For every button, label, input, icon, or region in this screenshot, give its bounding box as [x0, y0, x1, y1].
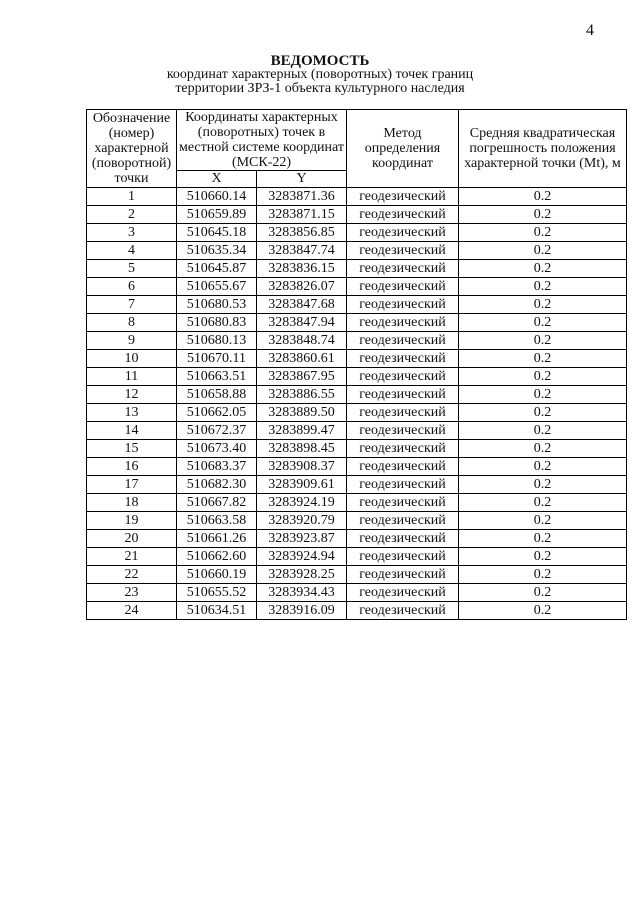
table-row: [87, 548, 627, 566]
table-row: [87, 296, 627, 314]
method-cell: геодезический: [347, 494, 459, 512]
error-cell: 0.2: [459, 602, 627, 620]
point-number-cell: 23: [87, 584, 177, 602]
y-coordinate-cell: 3283923.87: [257, 530, 347, 548]
y-coordinate-cell: 3283826.07: [257, 278, 347, 296]
table-row: [87, 368, 627, 386]
y-coordinate-cell: 3283916.09: [257, 602, 347, 620]
method-cell: геодезический: [347, 404, 459, 422]
error-cell: 0.2: [459, 260, 627, 278]
y-coordinate-cell: 3283836.15: [257, 260, 347, 278]
error-cell: 0.2: [459, 458, 627, 476]
point-number-cell: 22: [87, 566, 177, 584]
point-number-cell: 8: [87, 314, 177, 332]
table-row: [87, 422, 627, 440]
method-cell: геодезический: [347, 512, 459, 530]
point-number-cell: 15: [87, 440, 177, 458]
method-cell: геодезический: [347, 530, 459, 548]
x-coordinate-cell: 510655.67: [177, 278, 257, 296]
table-row: [87, 476, 627, 494]
point-number-cell: 19: [87, 512, 177, 530]
table-row: [87, 530, 627, 548]
point-number-cell: 14: [87, 422, 177, 440]
table-row: [87, 260, 627, 278]
method-cell: геодезический: [347, 206, 459, 224]
method-cell: геодезический: [347, 476, 459, 494]
point-number-cell: 11: [87, 368, 177, 386]
header-y: Y: [257, 171, 347, 188]
y-coordinate-cell: 3283908.37: [257, 458, 347, 476]
table-row: [87, 278, 627, 296]
table-row: [87, 566, 627, 584]
point-number-cell: 18: [87, 494, 177, 512]
x-coordinate-cell: 510663.58: [177, 512, 257, 530]
point-number-cell: 12: [87, 386, 177, 404]
point-number-cell: 2: [87, 206, 177, 224]
y-coordinate-cell: 3283867.95: [257, 368, 347, 386]
x-coordinate-cell: 510659.89: [177, 206, 257, 224]
table-body: [87, 188, 627, 620]
table-row: [87, 602, 627, 620]
x-coordinate-cell: 510667.82: [177, 494, 257, 512]
title-heading: ВЕДОМОСТЬ: [270, 53, 370, 69]
y-coordinate-cell: 3283909.61: [257, 476, 347, 494]
y-coordinate-cell: 3283928.25: [257, 566, 347, 584]
error-cell: 0.2: [459, 440, 627, 458]
coordinates-table: [86, 109, 627, 620]
table-row: [87, 242, 627, 260]
header-method: Метод определения координат: [347, 110, 459, 188]
point-number-cell: 20: [87, 530, 177, 548]
y-coordinate-cell: 3283899.47: [257, 422, 347, 440]
error-cell: 0.2: [459, 476, 627, 494]
x-coordinate-cell: 510682.30: [177, 476, 257, 494]
point-number-cell: 7: [87, 296, 177, 314]
x-coordinate-cell: 510634.51: [177, 602, 257, 620]
point-number-cell: 9: [87, 332, 177, 350]
y-coordinate-cell: 3283848.74: [257, 332, 347, 350]
y-coordinate-cell: 3283920.79: [257, 512, 347, 530]
method-cell: геодезический: [347, 296, 459, 314]
method-cell: геодезический: [347, 278, 459, 296]
error-cell: 0.2: [459, 548, 627, 566]
x-coordinate-cell: 510680.53: [177, 296, 257, 314]
x-coordinate-cell: 510661.26: [177, 530, 257, 548]
error-cell: 0.2: [459, 278, 627, 296]
table-row: [87, 584, 627, 602]
method-cell: геодезический: [347, 602, 459, 620]
title-subtitle-line-2: территории ЗРЗ-1 объекта культурного наследия: [175, 81, 465, 96]
method-cell: геодезический: [347, 440, 459, 458]
error-cell: 0.2: [459, 422, 627, 440]
error-cell: 0.2: [459, 296, 627, 314]
header-x: X: [177, 171, 257, 188]
point-number-cell: 21: [87, 548, 177, 566]
header-point-number: Обозначение (номер) характерной (поворотной) точки: [87, 110, 177, 188]
x-coordinate-cell: 510683.37: [177, 458, 257, 476]
table-header: [87, 110, 627, 188]
x-coordinate-cell: 510645.87: [177, 260, 257, 278]
method-cell: геодезический: [347, 458, 459, 476]
error-cell: 0.2: [459, 368, 627, 386]
table-row: [87, 458, 627, 476]
error-cell: 0.2: [459, 188, 627, 206]
x-coordinate-cell: 510663.51: [177, 368, 257, 386]
title-subtitle-line-1: координат характерных (поворотных) точек границ: [166, 67, 474, 82]
method-cell: геодезический: [347, 584, 459, 602]
method-cell: геодезический: [347, 224, 459, 242]
method-cell: геодезический: [347, 386, 459, 404]
error-cell: 0.2: [459, 350, 627, 368]
point-number-cell: 1: [87, 188, 177, 206]
method-cell: геодезический: [347, 566, 459, 584]
method-cell: геодезический: [347, 422, 459, 440]
y-coordinate-cell: 3283886.55: [257, 386, 347, 404]
error-cell: 0.2: [459, 566, 627, 584]
error-cell: 0.2: [459, 404, 627, 422]
table-row: [87, 332, 627, 350]
error-cell: 0.2: [459, 332, 627, 350]
x-coordinate-cell: 510655.52: [177, 584, 257, 602]
table-row: [87, 440, 627, 458]
table-row: [87, 386, 627, 404]
error-cell: 0.2: [459, 512, 627, 530]
point-number-cell: 4: [87, 242, 177, 260]
error-cell: 0.2: [459, 224, 627, 242]
y-coordinate-cell: 3283847.68: [257, 296, 347, 314]
header-error: Средняя квадратическая погрешность положения характерной точки (Mt), м: [459, 110, 627, 188]
x-coordinate-cell: 510635.34: [177, 242, 257, 260]
x-coordinate-cell: 510662.05: [177, 404, 257, 422]
x-coordinate-cell: 510670.11: [177, 350, 257, 368]
error-cell: 0.2: [459, 584, 627, 602]
method-cell: геодезический: [347, 260, 459, 278]
page-number: 4: [586, 22, 594, 39]
error-cell: 0.2: [459, 530, 627, 548]
x-coordinate-cell: 510680.13: [177, 332, 257, 350]
y-coordinate-cell: 3283860.61: [257, 350, 347, 368]
y-coordinate-cell: 3283871.15: [257, 206, 347, 224]
error-cell: 0.2: [459, 206, 627, 224]
point-number-cell: 3: [87, 224, 177, 242]
x-coordinate-cell: 510660.19: [177, 566, 257, 584]
point-number-cell: 10: [87, 350, 177, 368]
method-cell: геодезический: [347, 188, 459, 206]
error-cell: 0.2: [459, 242, 627, 260]
table-row: [87, 188, 627, 206]
table-row: [87, 404, 627, 422]
point-number-cell: 24: [87, 602, 177, 620]
method-cell: геодезический: [347, 242, 459, 260]
x-coordinate-cell: 510662.60: [177, 548, 257, 566]
error-cell: 0.2: [459, 314, 627, 332]
error-cell: 0.2: [459, 386, 627, 404]
method-cell: геодезический: [347, 548, 459, 566]
method-cell: геодезический: [347, 332, 459, 350]
y-coordinate-cell: 3283924.94: [257, 548, 347, 566]
x-coordinate-cell: 510660.14: [177, 188, 257, 206]
point-number-cell: 16: [87, 458, 177, 476]
y-coordinate-cell: 3283898.45: [257, 440, 347, 458]
y-coordinate-cell: 3283856.85: [257, 224, 347, 242]
table-row: [87, 512, 627, 530]
y-coordinate-cell: 3283847.94: [257, 314, 347, 332]
point-number-cell: 17: [87, 476, 177, 494]
table-row: [87, 350, 627, 368]
x-coordinate-cell: 510672.37: [177, 422, 257, 440]
y-coordinate-cell: 3283924.19: [257, 494, 347, 512]
table-row: [87, 494, 627, 512]
method-cell: геодезический: [347, 350, 459, 368]
document-title: [0, 54, 640, 96]
y-coordinate-cell: 3283847.74: [257, 242, 347, 260]
point-number-cell: 5: [87, 260, 177, 278]
point-number-cell: 6: [87, 278, 177, 296]
x-coordinate-cell: 510673.40: [177, 440, 257, 458]
y-coordinate-cell: 3283889.50: [257, 404, 347, 422]
y-coordinate-cell: 3283871.36: [257, 188, 347, 206]
table-row: [87, 224, 627, 242]
header-coordinates: Координаты характерных (поворотных) точек в местной системе координат (МСК-22): [177, 110, 347, 171]
table-row: [87, 206, 627, 224]
method-cell: геодезический: [347, 368, 459, 386]
table-row: [87, 314, 627, 332]
error-cell: 0.2: [459, 494, 627, 512]
y-coordinate-cell: 3283934.43: [257, 584, 347, 602]
x-coordinate-cell: 510658.88: [177, 386, 257, 404]
method-cell: геодезический: [347, 314, 459, 332]
x-coordinate-cell: 510680.83: [177, 314, 257, 332]
x-coordinate-cell: 510645.18: [177, 224, 257, 242]
point-number-cell: 13: [87, 404, 177, 422]
